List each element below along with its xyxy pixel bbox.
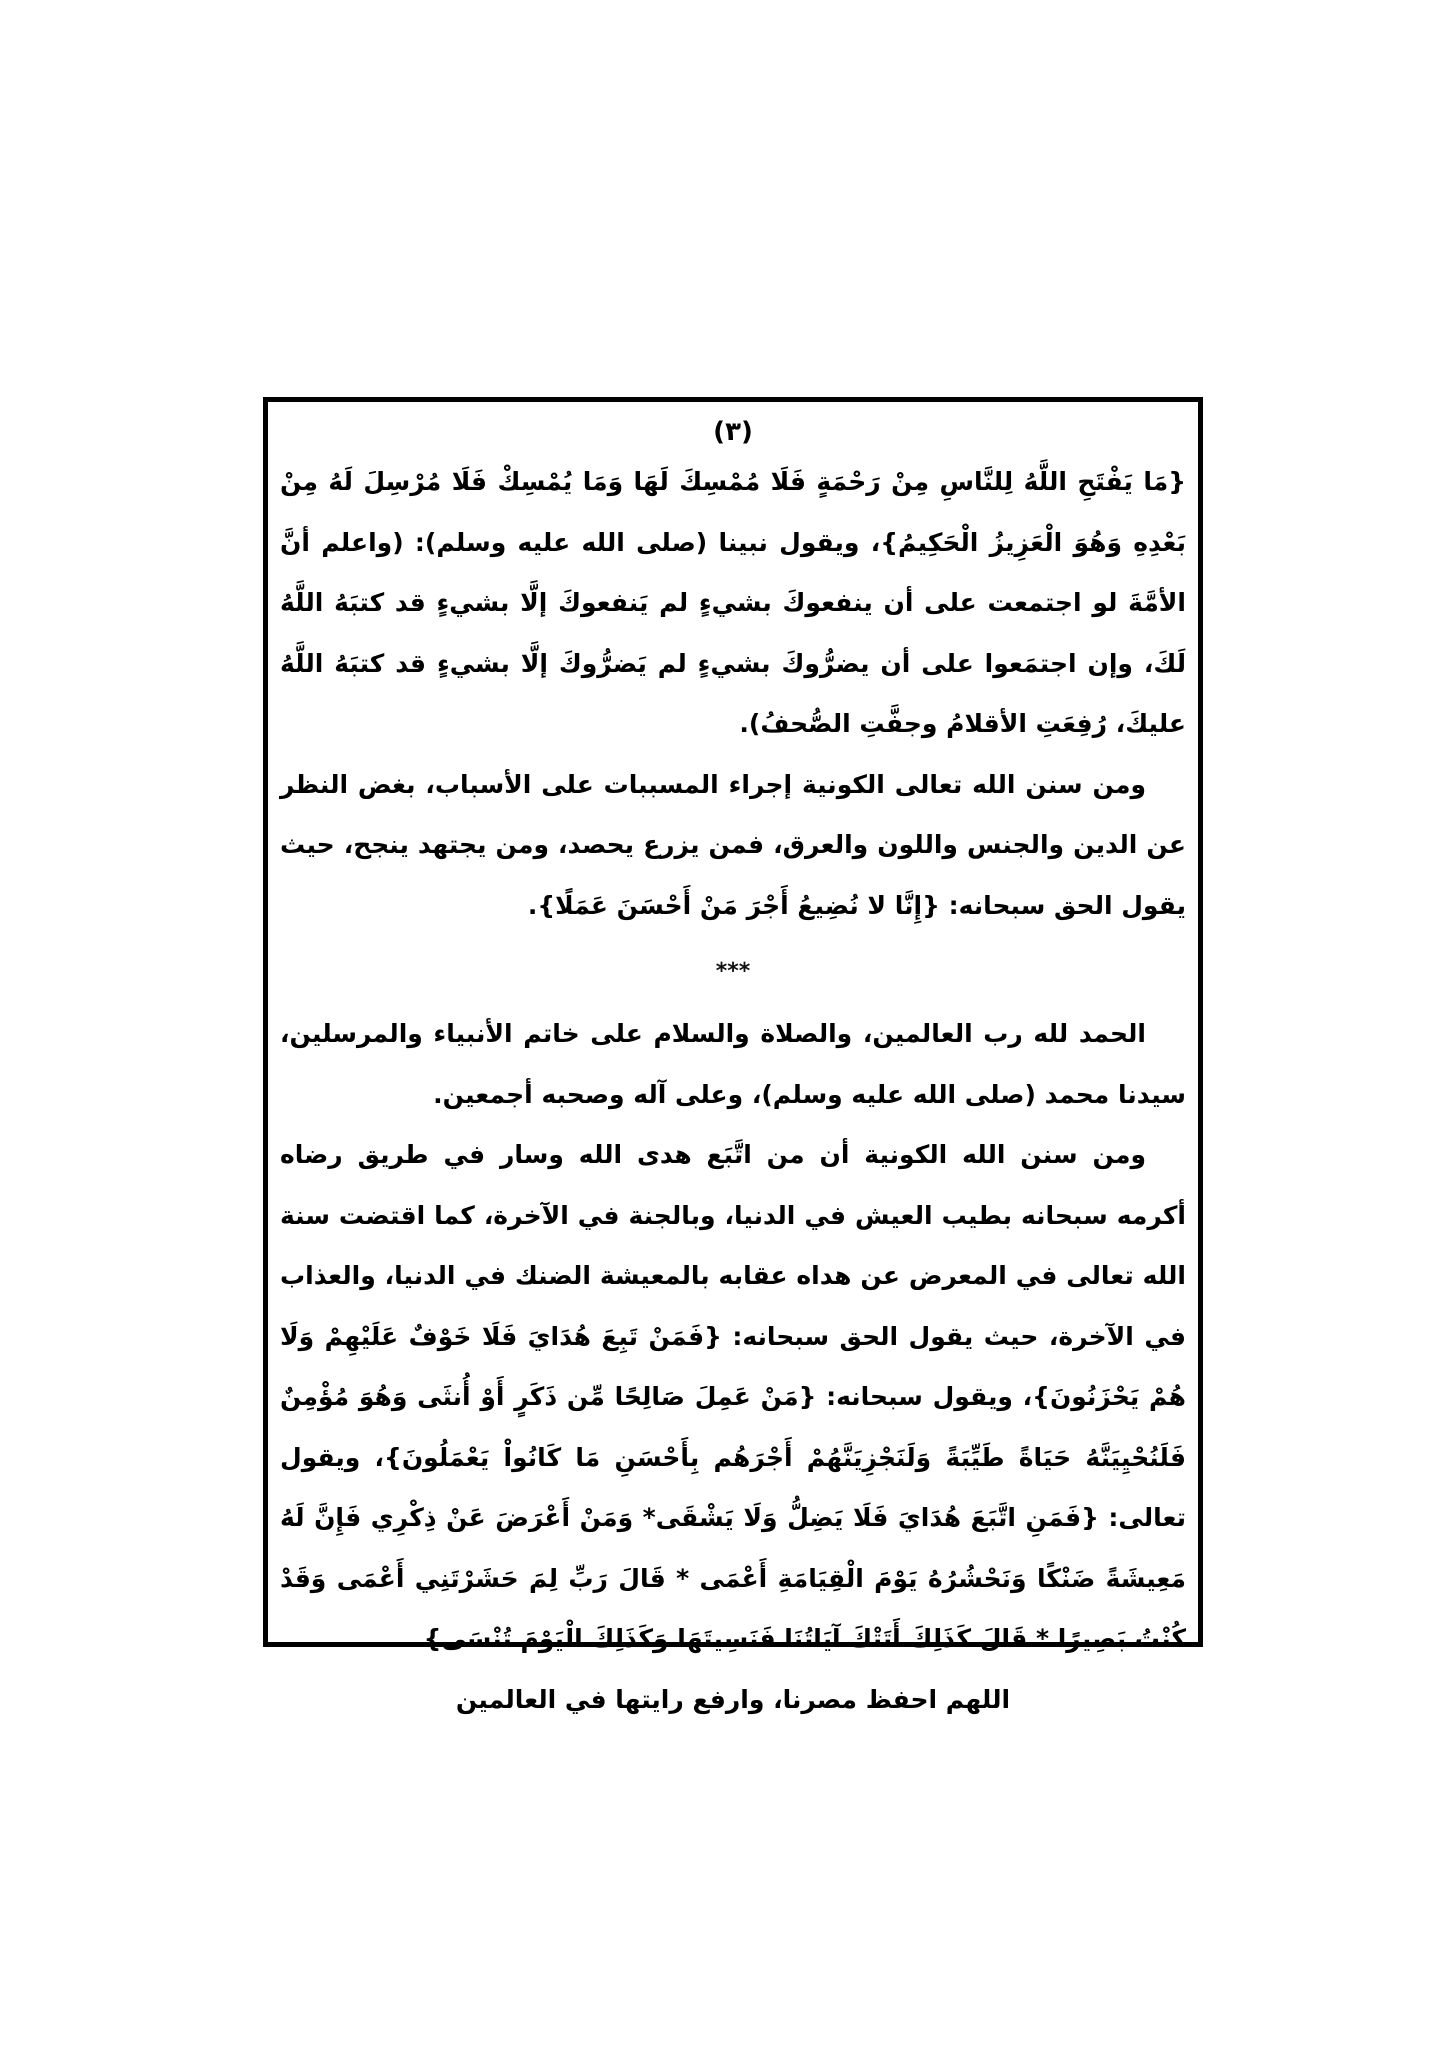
- paragraph-praise: الحمد لله رب العالمين، والصلاة والسلام على خاتم الأنبياء والمرسلين، سيدنا محمد (صلى الله عليه وسلم)، وعلى آله وصحبه أجمعين.: [280, 1019, 1186, 1109]
- paragraph-guidance: ومن سنن الله الكونية أن من اتَّبَع هدى الله وسار في طريق رضاه أكرمه سبحانه بطيب العيش في الدنيا، وبالجنة في الآخرة، كما اقتضت سنة الله تعالى في المعرض عن هداه عقابه بالمعيشة الضنك في الدنيا، والعذاب في الآخرة، حيث يقول الحق سبحانه: {فَمَنْ تَبِعَ هُدَايَ فَلَا خَوْفٌ عَلَيْهِمْ وَلَا هُمْ يَحْزَنُونَ}، ويقول سبحانه: {مَنْ عَمِلَ صَالِحًا مِّن ذَكَرٍ أَوْ أُنثَى وَهُوَ مُؤْمِنٌ فَلَنُحْيِيَنَّهُ حَيَاةً طَيِّبَةً وَلَنَجْزِيَنَّهُمْ أَجْرَهُم بِأَحْسَنِ مَا كَانُواْ يَعْمَلُونَ}، ويقول تعالى: {فَمَنِ اتَّبَعَ هُدَايَ فَلَا يَضِلُّ وَلَا يَشْقَى* وَمَنْ أَعْرَضَ عَنْ ذِكْرِي فَإِنَّ لَهُ مَعِيشَةً ضَنْكًا وَنَحْشُرُهُ يَوْمَ الْقِيَامَةِ أَعْمَى * قَالَ رَبِّ لِمَ حَشَرْتَنِي أَعْمَى وَقَدْ كُنْتُ بَصِيرًا * قَالَ كَذَلِكَ أَتَتْكَ آيَاتُنَا فَنَسِيتَهَا وَكَذَلِكَ الْيَوْمَ تُنْسَى}.: [280, 1140, 1186, 1653]
- page-content: [268, 402, 1198, 1730]
- closing-prayer: اللهم احفظ مصرنا، وارفع رايتها في العالمين: [455, 1684, 1011, 1714]
- paragraph-quran-hadith: {مَا يَفْتَحِ اللَّهُ لِلنَّاسِ مِنْ رَحْمَةٍ فَلَا مُمْسِكَ لَهَا وَمَا يُمْسِكْ فَلَا مُرْسِلَ لَهُ مِنْ بَعْدِهِ وَهُوَ الْعَزِيزُ الْحَكِيمُ}، ويقول نبينا (صلى الله عليه وسلم): (واعلم أنَّ الأمَّةَ لو اجتمعت على أن ينفعوكَ بشيءٍ لم يَنفعوكَ إلَّا بشيءٍ قد كتبَهُ اللَّهُ لَكَ، وإن اجتمَعوا على أن يضرُّوكَ بشيءٍ لم يَضرُّوكَ إلَّا بشيءٍ قد كتبَهُ اللَّهُ عليكَ، رُفِعَتِ الأقلامُ وجفَّتِ الصُّحفُ).: [280, 467, 1186, 738]
- paragraph-divine-laws: ومن سنن الله تعالى الكونية إجراء المسببات على الأسباب، بغض النظر عن الدين والجنس واللون والعرق، فمن يزرع يحصد، ومن يجتهد ينجح، حيث يقول الحق سبحانه: {إِنَّا لا نُضِيعُ أَجْرَ مَنْ أَحْسَنَ عَمَلًا}.: [280, 769, 1186, 920]
- section-separator: ***: [715, 959, 751, 984]
- page-number: (٣): [713, 417, 753, 447]
